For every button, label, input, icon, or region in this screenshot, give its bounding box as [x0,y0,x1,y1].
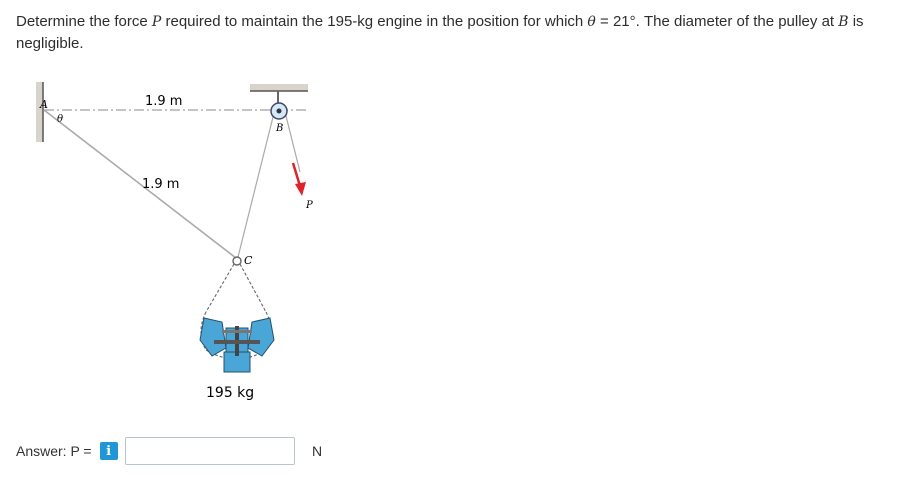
pulley-b [271,103,287,119]
answer-label: Answer: P = [16,443,92,459]
dimension-side: 1.9 m [142,177,180,192]
engine [200,318,274,372]
mass-label: 195 kg [206,385,255,401]
wall-support-a [36,82,43,142]
label-c: C [244,254,253,267]
answer-input[interactable] [125,437,295,465]
info-icon[interactable]: i [100,442,118,460]
unit-label: N [312,443,323,459]
dimension-top: 1.9 m [145,94,183,109]
label-theta: θ [57,114,64,125]
cable-bp [285,112,300,172]
ceiling-support-b [250,84,308,104]
ring-c [233,257,241,265]
answer-row [16,436,295,466]
label-a: A [40,98,48,111]
cable-bc [238,113,274,257]
question-text: Determine the force P required to maintain the 195-kg engine in the position for which θ = 21°. The diameter of the pulley at B is negligible. [16,13,864,52]
label-b: B [276,123,284,134]
label-p: P [306,200,313,211]
cable-ac [44,110,236,258]
